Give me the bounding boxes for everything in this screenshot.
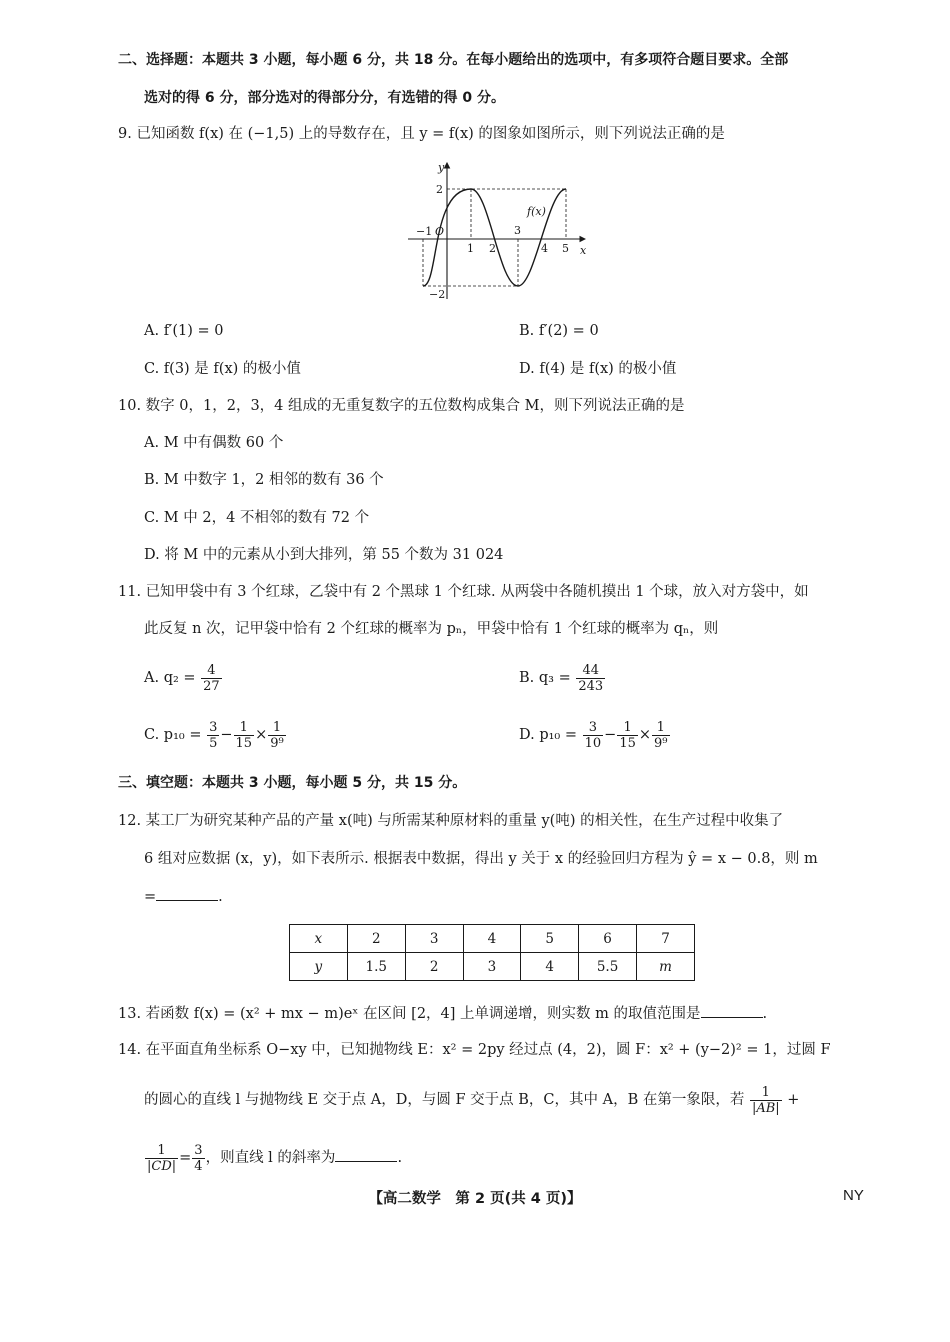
q14-line2-text: 的圆心的直线 l 与抛物线 E 交于点 A，D，与圆 F 交于点 B，C，其中 A，B 在第一象限，若 <box>144 1092 745 1108</box>
origin-label: O <box>435 225 445 238</box>
q12-stem-line1: 12. 某工厂为研究某种产品的产量 x(吨) 与所需某种原材料的重量 y(吨) 的相关性，在生产过程中收集了 <box>118 813 784 829</box>
q14-frac-34-num: 3 <box>194 1142 203 1158</box>
x-axis-label: x <box>580 244 587 257</box>
q10-stem: 10. 数字 0，1，2，3，4 组成的无重复数字的五位数构成集合 M，则下列说法正确的是 <box>118 398 685 414</box>
q10-option-c: C. M 中 2，4 不相邻的数有 72 个 <box>144 510 370 526</box>
x-tick-5: 5 <box>562 242 569 255</box>
q11-d-frac3 <box>652 720 669 751</box>
q11-c-frac3 <box>268 720 285 751</box>
q11-option-c <box>144 717 287 753</box>
q11-option-a <box>144 660 223 696</box>
q11-b-fraction <box>576 663 605 694</box>
q11-d-f1-den: 10 <box>584 735 602 751</box>
table-cell: 7 <box>637 925 695 953</box>
q11-option-d <box>519 717 671 753</box>
q14-frac-cd <box>145 1143 178 1174</box>
x-tick-3: 3 <box>514 224 521 237</box>
y-tick-2: 2 <box>436 183 443 196</box>
q11-d-times: × <box>638 727 652 743</box>
table-cell: 4 <box>463 925 521 953</box>
q12-stem-line2: 6 组对应数据 (x，y)，如下表所示. 根据表中数据，得出 y 关于 x 的经验回归方程为 ŷ = x − 0.8，则 m <box>144 851 818 867</box>
q11-b-prefix: B. q₃ = <box>519 670 571 686</box>
q14-equals: = <box>179 1150 192 1166</box>
q11-a-num: 4 <box>201 663 222 679</box>
q14-line3-text: ，则直线 l 的斜率为 <box>205 1150 336 1166</box>
q14-frac-cd-num: 1 <box>145 1143 178 1159</box>
q11-c-f1-num: 3 <box>209 719 218 735</box>
q14-frac-ab <box>750 1085 782 1116</box>
q13-stem <box>118 1003 767 1024</box>
x-tick-2: 2 <box>489 242 496 255</box>
section3-title: 三、填空题：本题共 3 小题，每小题 5 分，共 15 分。 <box>118 775 467 791</box>
q11-d-f1-num: 3 <box>583 720 604 736</box>
y-tick-neg2: −2 <box>429 288 446 301</box>
section2-title-line2: 选对的得 6 分，部分选对的得部分分，有选错的得 0 分。 <box>144 90 505 106</box>
footer-code: NY <box>843 1187 864 1204</box>
q14-frac-34-den: 4 <box>194 1158 203 1174</box>
q12-answer-blank[interactable] <box>156 886 218 901</box>
page-footer: 【高二数学 第 2 页(共 4 页)】 <box>368 1191 582 1207</box>
y-axis-label: y <box>438 161 445 174</box>
q14-frac-ab-num: 1 <box>750 1085 782 1101</box>
q10-option-d: D. 将 M 中的元素从小到大排列，第 55 个数为 31 024 <box>144 547 504 563</box>
q11-c-f1-den: 5 <box>209 735 218 751</box>
table-cell: 5 <box>521 925 579 953</box>
table-cell: 2 <box>347 925 405 953</box>
q11-b-den: 243 <box>578 678 604 694</box>
q9-option-b: B. f′(2) = 0 <box>519 323 599 339</box>
q14-stem-line1: 14. 在平面直角坐标系 O−xy 中，已知抛物线 E：x² = 2py 经过点 (4，2)，圆 F：x² + (y−2)² = 1，过圆 F <box>118 1042 831 1058</box>
q11-c-prefix: C. p₁₀ = <box>144 727 202 743</box>
q11-a-prefix: A. q₂ = <box>144 670 196 686</box>
f-curve <box>423 189 566 286</box>
table-cell: m <box>637 953 695 981</box>
q11-c-frac1 <box>207 720 219 751</box>
q13-stem-text: 13. 若函数 f(x) = (x² + mx − m)eˣ 在区间 [2，4] 上单调递增，则实数 m 的取值范围是 <box>118 1006 701 1022</box>
q14-frac-ab-den: |AB| <box>751 1100 780 1116</box>
q13-answer-blank[interactable] <box>701 1003 763 1018</box>
q11-c-f2-num: 1 <box>234 720 255 736</box>
q11-stem-line1: 11. 已知甲袋中有 3 个红球，乙袋中有 2 个黑球 1 个红球. 从两袋中各随机摸出 1 个球，放入对方袋中，如 <box>118 584 809 600</box>
table-cell: 5.5 <box>579 953 637 981</box>
q11-d-f3-num: 1 <box>652 720 669 736</box>
x-tick-neg1: −1 <box>416 225 433 238</box>
q10-option-b: B. M 中数字 1，2 相邻的数有 36 个 <box>144 472 384 488</box>
q11-c-times: × <box>255 727 268 743</box>
x-tick-1: 1 <box>467 242 474 255</box>
q9-option-d: D. f(4) 是 f(x) 的极小值 <box>519 361 677 377</box>
q11-d-f3-den: 9⁹ <box>654 735 668 751</box>
q11-c-f2-den: 15 <box>235 735 253 751</box>
q11-c-frac2 <box>234 720 255 751</box>
q11-c-minus: − <box>220 727 233 743</box>
q14-stem-line3 <box>144 1140 402 1176</box>
table-row-x <box>290 925 695 953</box>
q12-stem-line3 <box>144 886 223 907</box>
table-cell: 6 <box>579 925 637 953</box>
q11-b-num: 44 <box>576 663 605 679</box>
x-tick-4: 4 <box>541 242 548 255</box>
q14-stem-line2 <box>144 1082 799 1118</box>
q11-a-den: 27 <box>203 678 220 694</box>
q14-answer-blank[interactable] <box>335 1147 397 1162</box>
q14-period: . <box>397 1150 403 1166</box>
q14-plus: + <box>787 1092 800 1108</box>
q13-period: . <box>762 1006 768 1022</box>
q9-stem: 9. 已知函数 f(x) 在 (−1,5) 上的导数存在，且 y = f(x) 的图象如图所示，则下列说法正确的是 <box>118 126 725 142</box>
table-cell: 3 <box>463 953 521 981</box>
q11-c-f3-num: 1 <box>268 720 285 736</box>
q11-d-prefix: D. p₁₀ = <box>519 727 577 743</box>
q10-option-a: A. M 中有偶数 60 个 <box>144 435 284 451</box>
q14-frac-cd-den: |CD| <box>147 1158 177 1174</box>
q11-d-f2-num: 1 <box>617 720 638 736</box>
q9-option-a: A. f′(1) = 0 <box>144 323 224 339</box>
q11-a-fraction <box>201 663 222 694</box>
q11-stem-line2: 此反复 n 次，记甲袋中恰有 2 个红球的概率为 pₙ，甲袋中恰有 1 个红球的概率为 qₙ，则 <box>144 621 719 637</box>
section2-title-line1: 二、选择题：本题共 3 小题，每小题 6 分，共 18 分。在每小题给出的选项中，有多项符合题目要求。全部 <box>118 52 789 68</box>
q9-function-graph <box>400 155 595 305</box>
q12-equals: = <box>144 889 157 905</box>
q12-period: . <box>218 889 223 905</box>
table-cell: x <box>290 925 348 953</box>
q14-frac-34 <box>192 1143 204 1174</box>
table-row-y <box>290 953 695 981</box>
q11-d-frac2 <box>617 720 638 751</box>
table-cell: 3 <box>405 925 463 953</box>
table-cell: 2 <box>405 953 463 981</box>
q11-option-b <box>519 660 606 696</box>
q9-option-c: C. f(3) 是 f(x) 的极小值 <box>144 361 301 377</box>
table-cell: 1.5 <box>347 953 405 981</box>
q11-d-minus: − <box>604 727 617 743</box>
q12-data-table <box>289 924 695 981</box>
table-cell: 4 <box>521 953 579 981</box>
q11-d-f2-den: 15 <box>619 735 636 751</box>
q11-c-f3-den: 9⁹ <box>270 735 284 751</box>
q11-d-frac1 <box>583 720 604 751</box>
curve-label: f(x) <box>527 205 546 218</box>
table-cell: y <box>290 953 348 981</box>
